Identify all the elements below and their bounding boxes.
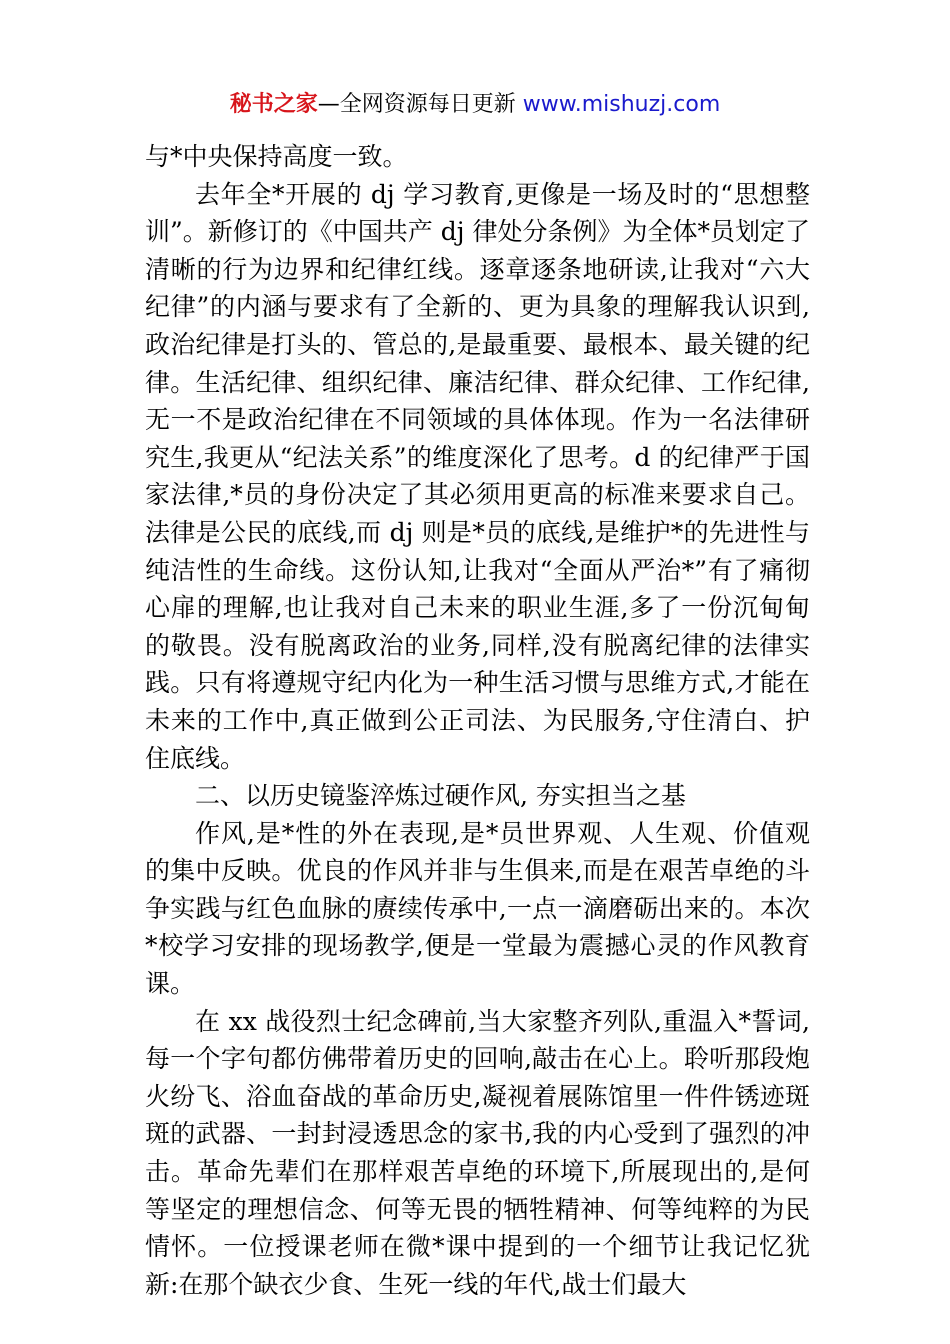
header-tagline: —全网资源每日更新 [317, 92, 516, 117]
site-header [0, 90, 950, 120]
brand-name: 秘书之家 [229, 92, 318, 117]
section-heading: 二、以历史镜鉴淬炼过硬作风, 夯实担当之基 [195, 781, 686, 811]
article-body [145, 138, 810, 1303]
paragraph: 在 xx 战役烈士纪念碑前,当大家整齐列队,重温入*誓词,每一个字句都仿佛带着历史的回响,敲击在心上。聆听那段炮火纷飞、浴血奋战的革命历史,凝视着展陈馆里一件件锈迹斑斑的武器、一封封浸透思念的家书,我的内心受到了强烈的冲击。革命先辈们在那样艰苦卓绝的环境下,所展现出的,是何等坚定的理想信念、何等无畏的牺牲精神、何等纯粹的为民情怀。一位授课老师在微*课中提到的一个细节让我记忆犹新:在那个缺衣少食、生死一线的年代,战士们最大 [145, 1006, 810, 1299]
paragraph: 去年全*开展的 dj 学习教育,更像是一场及时的“思想整训”。新修订的《中国共产 dj 律处分条例》为全体*员划定了清晰的行为边界和纪律红线。逐章逐条地研读,让我对“六大纪律”的内涵与要求有了全新的、更为具象的理解我认识到,政治纪律是打头的、管总的,是最重要、最根本、最关键的纪律。生活纪律、组织纪律、廉洁纪律、群众纪律、工作纪律,无一不是政治纪律在不同领域的具体体现。作为一名法律研究生,我更从“纪法关系”的维度深化了思考。d 的纪律严于国家法律,*员的身份决定了其必须用更高的标准来要求自己。法律是公民的底线,而 dj 则是*员的底线,是维护*的先进性与纯洁性的生命线。这份认知,让我对“全面从严治*”有了痛彻心扉的理解,也让我对自己未来的职业生涯,多了一份沉甸甸的敬畏。没有脱离政治的业务,同样,没有脱离纪律的法律实践。只有将遵规守纪内化为一种生活习惯与思维方式,才能在未来的工作中,真正做到公正司法、为民服务,守住清白、护住底线。 [145, 179, 810, 773]
paragraph-continuation: 与*中央保持高度一致。 [145, 142, 408, 171]
site-url-link[interactable]: www.mishuzj.com [522, 92, 721, 117]
paragraph: 作风,是*性的外在表现,是*员世界观、人生观、价值观的集中反映。优良的作风并非与生俱来,而是在艰苦卓绝的斗争实践与红色血脉的赓续传承中,一点一滴磨砺出来的。本次*校学习安排的现场教学,便是一堂最为震撼心灵的作风教育课。 [145, 818, 810, 999]
